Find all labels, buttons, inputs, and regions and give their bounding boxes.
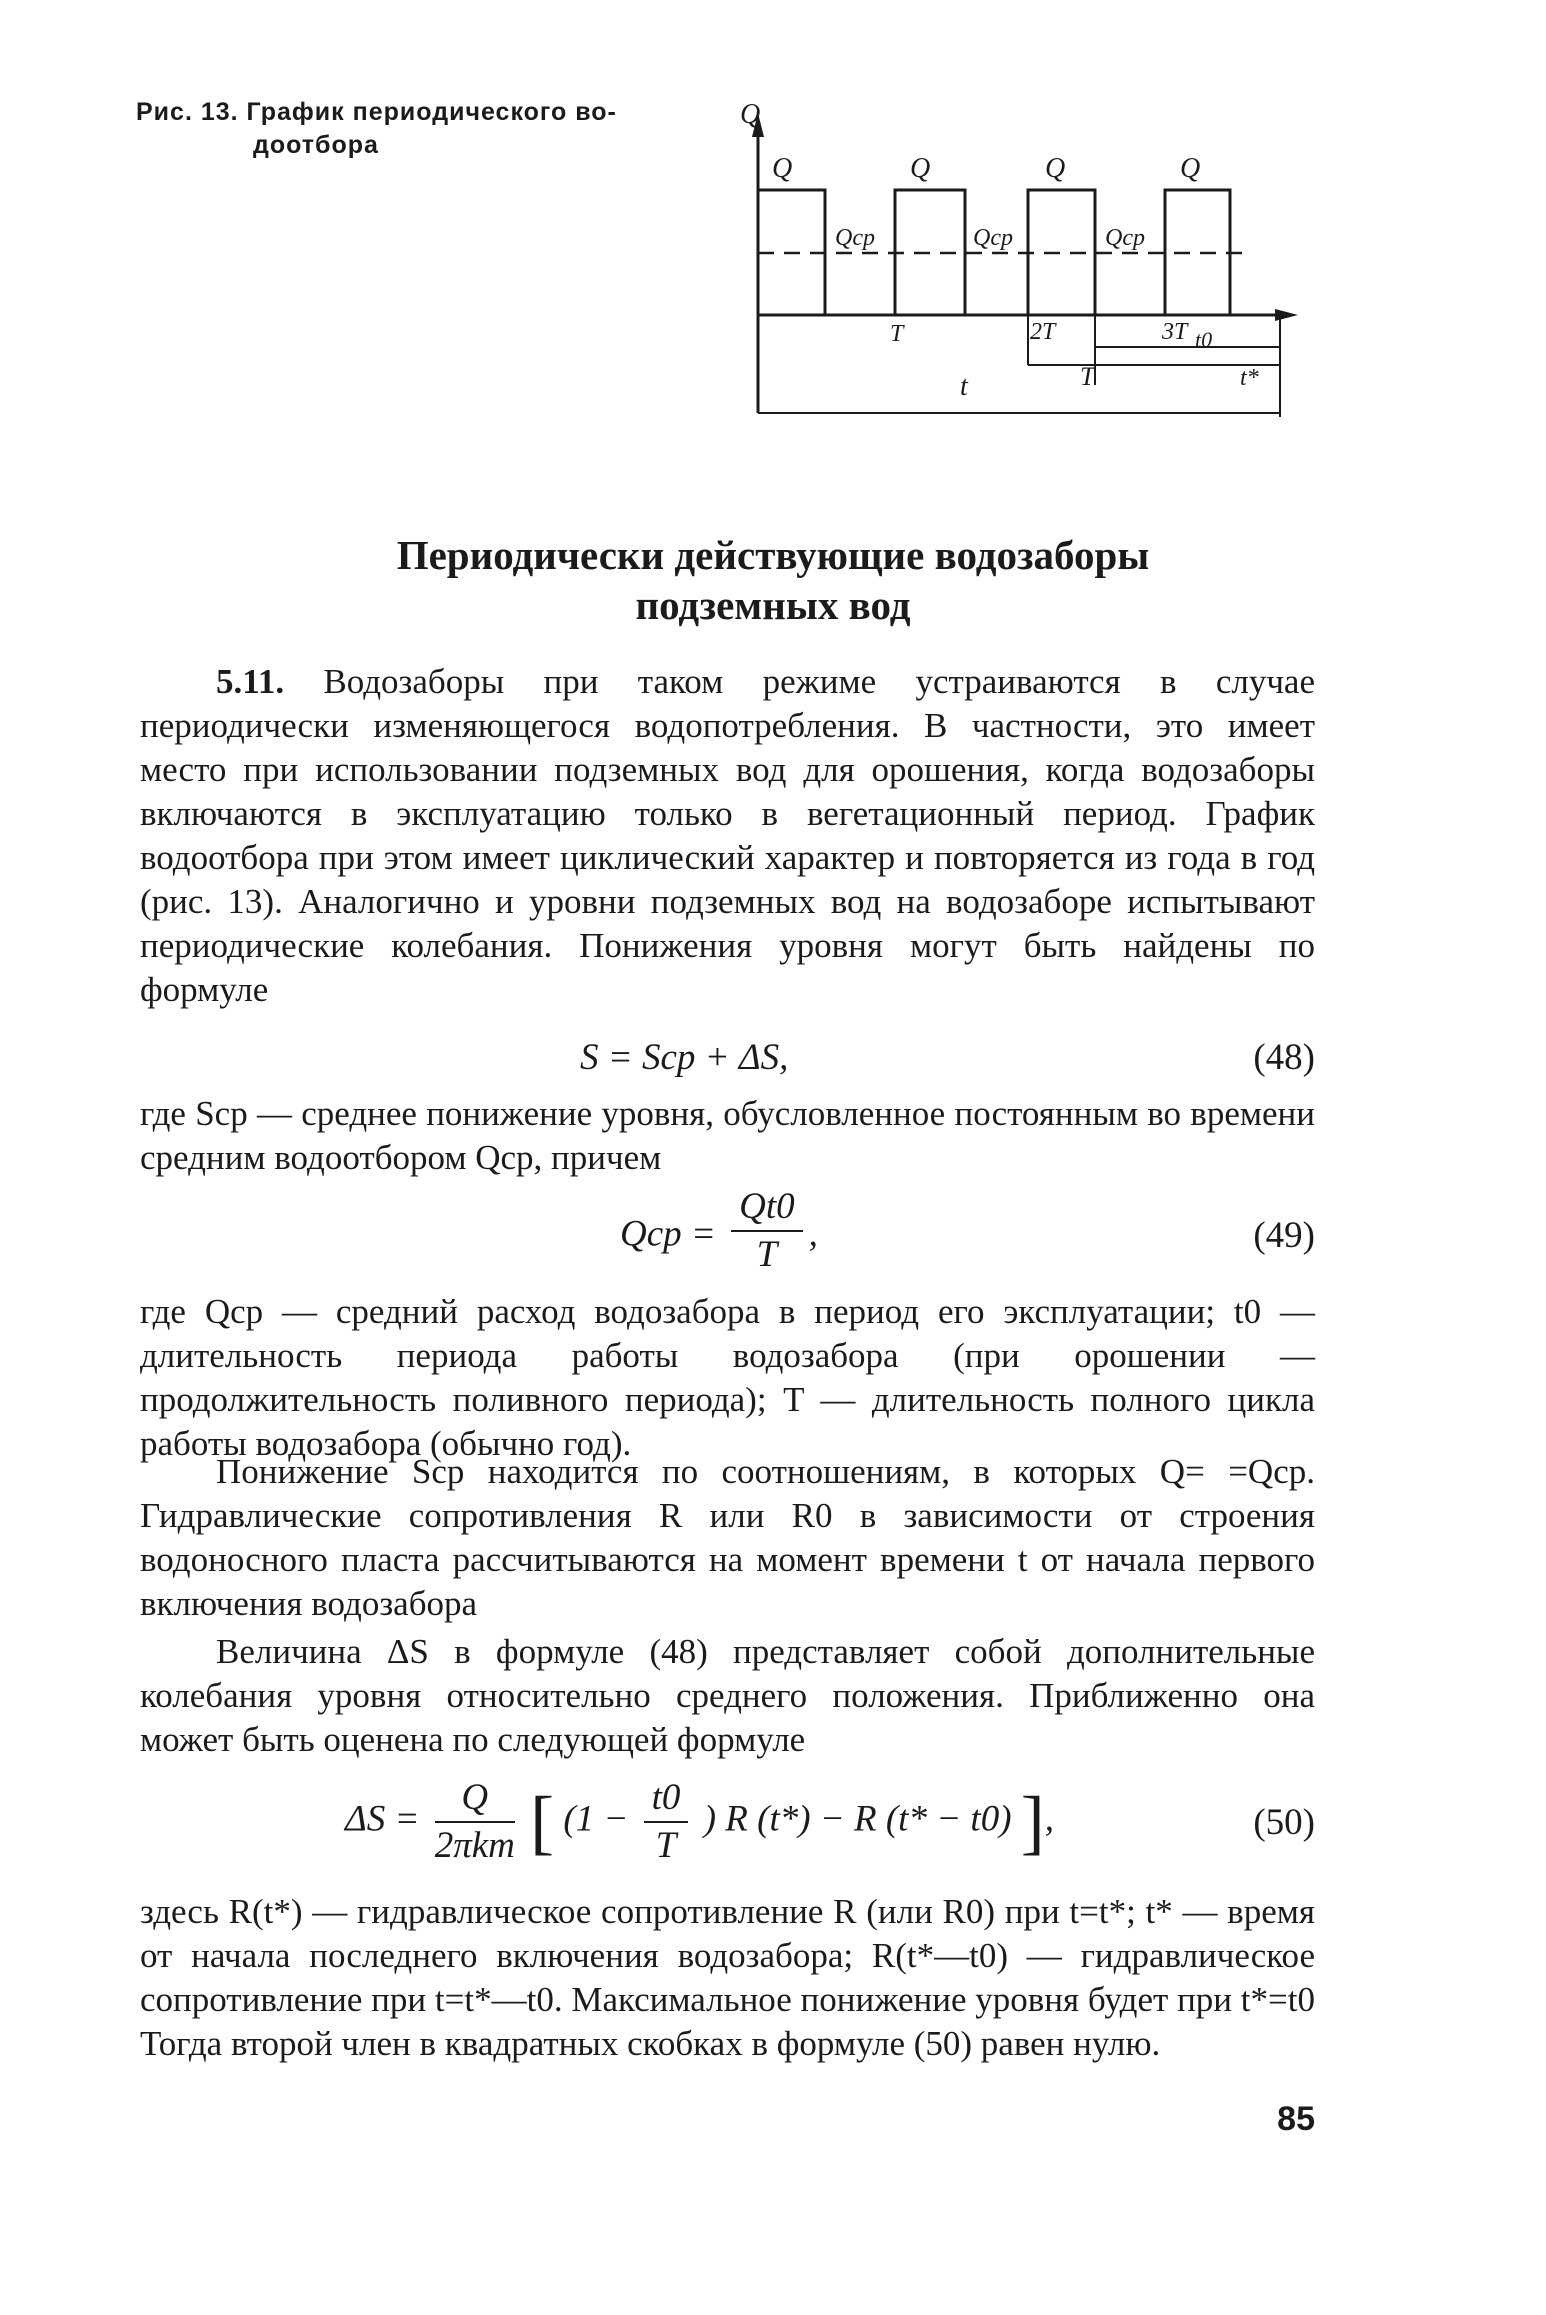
paragraph-final: здесь R(t*) — гидравлическое сопротивление R (или R0) при t=t*; t* — время от начала последнего включения водозабора; R(t*—t0) — гидравлическое сопротивление при t=t*—t0. Максимальное понижение уровня будет при t*=t0 Тогда второй член в квадратных скобках в формуле (50) равен нулю. <box>140 1892 1315 2063</box>
formula-50-expr <box>345 1775 1054 1869</box>
withdrawal-diagram <box>700 95 1320 435</box>
formula-49-lhs: Qср = <box>620 1213 716 1255</box>
formula-49-number: (49) <box>1253 1215 1315 1256</box>
formula-50-inner-fraction <box>644 1775 689 1869</box>
formula-50-rest: R (t*) − R (t* − t0) <box>725 1798 1012 1840</box>
formula-50-inner-open: (1 − <box>563 1798 629 1840</box>
withdrawal-diagram-svg <box>700 95 1320 435</box>
section-heading <box>0 530 1546 630</box>
caption-line-2: доотбора <box>253 131 379 159</box>
heading-line-2: подземных вод <box>635 582 911 628</box>
heading-line-1: Периодически действующие водозаборы <box>396 532 1150 578</box>
label-period-span: T <box>1080 362 1095 391</box>
label-y-axis: Q <box>740 99 761 130</box>
formula-50-open-bracket: [ <box>530 1782 555 1862</box>
formula-48 <box>140 1030 1315 1090</box>
formula-50-lhs: ΔS = <box>345 1798 420 1840</box>
paragraph-where-scp: где Sср — среднее понижение уровня, обусловленное постоянным во времени средним водоотбором Qср, причем <box>140 1094 1315 1177</box>
formula-48-expr: S = Sср + ΔS, <box>580 1037 789 1078</box>
label-t0: t0 <box>1195 327 1213 352</box>
label-t: t <box>960 371 968 402</box>
formula-49-fraction <box>731 1184 803 1278</box>
formula-49-expr <box>620 1186 818 1284</box>
formula-50-close-bracket: ] <box>1020 1782 1045 1862</box>
figure-caption <box>136 96 696 162</box>
label-period-1: T <box>890 321 904 347</box>
label-q-3: Q <box>1045 153 1066 184</box>
label-qcp-2: Qср <box>973 225 1013 251</box>
formula-49-numerator: Qt0 <box>731 1184 803 1232</box>
paragraph-scp: Понижение Sср находится по соотношениям, в которых Q= =Qср. Гидравлические сопротивления R или R0 в зависимости от строения водоносного пласта рассчитываются на момент времени t от начала первого включения водозабора <box>140 1452 1315 1623</box>
label-q-1: Q <box>772 153 793 184</box>
label-period-2: 2T <box>1030 319 1056 345</box>
paragraph-number: 5.11. <box>216 662 285 701</box>
label-q-4: Q <box>1180 153 1201 184</box>
formula-49-denominator: T <box>756 1234 778 1275</box>
paragraph-delta-s: Величина ΔS в формуле (48) представляет собой дополнительные колебания уровня относительно среднего положения. Приближенно она может быть оценена по следующей формуле <box>140 1632 1315 1759</box>
label-qcp-1: Qср <box>835 225 875 251</box>
formula-50-inner-denominator: T <box>655 1825 677 1866</box>
paragraph-definitions: где Qср — средний расход водозабора в период его эксплуатации; t0 — длительность периода работы водозабора (при орошении — продолжительность поливного периода); T — длительность полного цикла работы водозабора (обычно год). <box>140 1292 1315 1463</box>
paragraph-5-11 <box>140 660 1315 1012</box>
label-t-star: t* <box>1240 365 1259 391</box>
caption-line-1: Рис. 13. График периодического во- <box>136 98 617 126</box>
formula-48-number: (48) <box>1253 1037 1315 1078</box>
label-qcp-3: Qср <box>1105 225 1145 251</box>
formula-50-fraction <box>435 1775 515 1869</box>
formula-50 <box>140 1775 1315 1875</box>
label-q-2: Q <box>910 153 931 184</box>
page-number: 85 <box>1277 2100 1315 2138</box>
formula-50-tail: , <box>1044 1798 1055 1840</box>
formula-50-inner-numerator: t0 <box>644 1775 689 1823</box>
formula-50-inner-close: ) <box>703 1798 717 1840</box>
paragraph-text: Водозаборы при таком режиме устраиваются в случае периодически изменяющегося водопотребления. В частности, это имеет место при использовании подземных вод для орошения, когда водозаборы включаются в эксплуатацию только в вегетационный период. График водоотбора при этом имеет циклический характер и повторяется из года в год (рис. 13). Аналогично и уровни подземных вод на водозаборе испытывают периодические колебания. Понижения уровня могут быть найдены по формуле <box>140 662 1315 1009</box>
formula-49 <box>140 1186 1315 1275</box>
formula-49-tail: , <box>808 1213 818 1255</box>
formula-50-numerator: Q <box>435 1775 515 1823</box>
label-period-3: 3T <box>1162 319 1188 345</box>
x-axis-arrow <box>1275 309 1298 321</box>
formula-50-number: (50) <box>1253 1802 1315 1843</box>
formula-50-denominator: 2πkm <box>434 1825 515 1866</box>
